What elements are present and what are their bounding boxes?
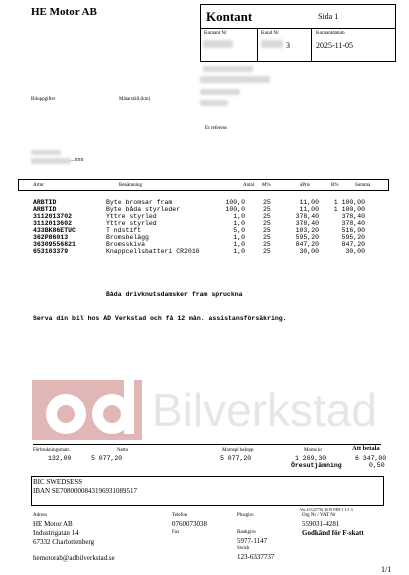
cell-artnr: 3112013602 [33, 220, 73, 227]
cell-summa: 1 100,00 [333, 206, 365, 213]
cell-pris: 11,00 [299, 199, 319, 206]
att-betala-label: Att betala [352, 445, 380, 452]
cell-moms: 25 [263, 234, 271, 241]
cell-benamning: Byte båda styrleder [106, 206, 181, 213]
cell-benamning: Bromsbelägg [106, 234, 149, 241]
table-row [33, 234, 365, 241]
table-row [33, 199, 365, 206]
cell-artnr: ARBTID [33, 206, 57, 213]
redacted-kontant-nr [203, 40, 233, 48]
momspl-belopp-value: 5 077,20 [220, 455, 252, 462]
redacted-kund-nr [261, 40, 283, 48]
cell-summa: 1 100,00 [333, 199, 365, 206]
table-row [33, 248, 365, 255]
kund-nr-label: Kund Nr [261, 31, 279, 36]
forbrukning-value: 132,00 [48, 455, 72, 462]
logo-letter-d-stem [124, 380, 134, 434]
att-betala-value: 6 347,00 [355, 455, 387, 462]
note-2: Serva din bil hos AD Verkstad och få 12 mån. assistansförsäkring. [33, 315, 287, 322]
table-header [33, 183, 393, 190]
orgnr-label: Org Nr / VAT Nr [302, 513, 336, 518]
cell-moms: 25 [263, 206, 271, 213]
cell-pris: 378,40 [295, 220, 319, 227]
cell-benamning: Knappcellsbatteri CR2016 [106, 248, 200, 255]
redacted-address-line [200, 89, 240, 95]
swish-label: Swish [237, 546, 250, 551]
cell-summa: 516,00 [341, 227, 365, 234]
var-referens-label [31, 150, 61, 155]
address-block [33, 520, 94, 547]
version-text: Ver 4.0 (2770) 2019 PDF 1 1/1 3 [300, 507, 353, 512]
cell-antal: 1,0 [233, 213, 245, 220]
cell-antal: 100,0 [225, 206, 245, 213]
company-name: HE Motor AB [31, 6, 97, 18]
swish-value: 123-6337737 [237, 553, 275, 561]
kund-nr-value: 3 [286, 41, 290, 50]
cell-summa: 30,00 [345, 248, 365, 255]
cell-pris: 595,20 [295, 234, 319, 241]
netto-value: 5 077,20 [91, 455, 123, 462]
cell-artnr: 433BK86ETUC [33, 227, 76, 234]
kontant-nr-label: Kontant Nr [204, 31, 227, 36]
table-row [33, 213, 365, 220]
email-text: hemotorab@adbilverkstad.se [33, 554, 115, 562]
redacted-reference [31, 158, 71, 164]
netto-label: Netto [117, 448, 129, 453]
cell-benamning: Bromsskiva [106, 241, 146, 248]
page-number: 1/1 [381, 565, 392, 574]
cell-summa: 378,40 [341, 213, 365, 220]
header-divider [200, 28, 396, 29]
telefon-value: 0760073038 [172, 520, 207, 528]
document-title: Kontant [206, 9, 253, 24]
cell-artnr: 653103379 [33, 248, 69, 255]
cell-antal: 1,0 [233, 220, 245, 227]
cell-pris: 30,00 [299, 248, 319, 255]
cell-antal: 1,0 [233, 248, 245, 255]
address-line-3: 67332 Charlottenberg [33, 538, 95, 546]
cell-antal: 1,0 [233, 241, 245, 248]
cell-antal: 1,0 [233, 234, 245, 241]
iban-text: IBAN SE7080000843196931089517 [33, 487, 138, 495]
cell-antal: 5,0 [233, 227, 245, 234]
cell-moms: 25 [263, 199, 271, 206]
cell-benamning: Byte bromsar fram [106, 199, 173, 206]
cell-summa: 595,20 [341, 234, 365, 241]
col-header-summa: Summa [355, 183, 371, 188]
cell-pris: 378,40 [295, 213, 319, 220]
header-col-divider-1 [257, 28, 258, 62]
table-row [33, 227, 365, 234]
redacted-address-line [203, 66, 253, 72]
address-line-1: HE Motor AB [33, 520, 73, 528]
cell-moms: 25 [263, 227, 271, 234]
plusgiro-label: Plusgiro [237, 513, 254, 518]
table-row [33, 206, 365, 213]
cell-antal: 100,0 [225, 199, 245, 206]
cell-pris: 103,20 [295, 227, 319, 234]
address-line-2: Industrigatan 14 [33, 529, 79, 537]
col-header-apris: àPris [300, 183, 310, 188]
cell-benamning: T ndstift [106, 227, 142, 234]
kontantdatum-label: Kontantdatum [316, 31, 345, 36]
redacted-address-line [200, 100, 228, 106]
bic-text: BIC SWEDSESS [33, 478, 83, 486]
cell-summa: 378,40 [341, 220, 365, 227]
kontantdatum-value: 2025-11-05 [316, 41, 354, 50]
momspl-belopp-label: Momspl belopp [222, 448, 254, 453]
col-header-benamning: Benämning [119, 183, 143, 188]
cell-artnr: 3112013702 [33, 213, 73, 220]
bankgiro-label: Bankgiro [237, 530, 256, 535]
redacted-address-line [200, 76, 270, 83]
cell-summa: 847,20 [341, 241, 365, 248]
col-header-rabatt: R% [331, 183, 339, 188]
cell-moms: 25 [263, 241, 271, 248]
cell-moms: 25 [263, 248, 271, 255]
fax-label: Fax [172, 530, 180, 535]
moms-value: 1 269,30 [295, 455, 327, 462]
logo-letter-d-hole [103, 405, 121, 423]
cell-pris: 847,20 [295, 241, 319, 248]
logo-text: Bilverkstad [152, 384, 377, 436]
cell-pris: 11,00 [299, 206, 319, 213]
cell-moms: 25 [263, 213, 271, 220]
moms-label: Moms kr [304, 448, 323, 453]
telefon-label: Telefon [172, 513, 188, 518]
cell-artnr: ARBTID [33, 199, 57, 206]
ad-bilverkstad-logo [32, 380, 382, 440]
table-row [33, 220, 365, 227]
orgnr-value: 559031-4281 [302, 520, 340, 528]
forbrukning-label: Förbrukningsmatr. [33, 448, 71, 453]
page-indicator: Sida 1 [318, 12, 339, 21]
adress-label: Adress [33, 513, 47, 518]
oresutjamning-label: Öresutjämning [291, 462, 342, 469]
bankgiro-value: 5977-1147 [237, 537, 268, 545]
col-header-artnr: Artnr [33, 183, 44, 188]
oresutjamning-value: 0,50 [369, 462, 385, 469]
cell-artnr: 362P86013 [33, 234, 69, 241]
cell-benamning: Yttre styrled [106, 213, 157, 220]
cell-artnr: 36309556821 [33, 241, 76, 248]
header-col-divider-2 [311, 28, 312, 62]
table-row [33, 241, 365, 248]
note-1: Båda drivknutsdamsker fram spruckna [106, 291, 243, 298]
matarstallning-label: Mätarställ.(km) [119, 97, 151, 102]
er-referens-label: Er referens [205, 126, 228, 131]
f-skatt-text: Godkänd för F-skatt [302, 529, 364, 537]
logo-letter-a-hole [57, 405, 75, 423]
col-header-moms: M% [262, 183, 271, 188]
col-header-antal: Antal [243, 183, 255, 188]
cell-benamning: Yttre styrled [106, 220, 157, 227]
cell-moms: 25 [263, 220, 271, 227]
totals-top-rule [33, 444, 381, 445]
reference-partial: ...nnn [70, 157, 84, 163]
biluppgifter-label: Biluppgifter [31, 97, 56, 102]
